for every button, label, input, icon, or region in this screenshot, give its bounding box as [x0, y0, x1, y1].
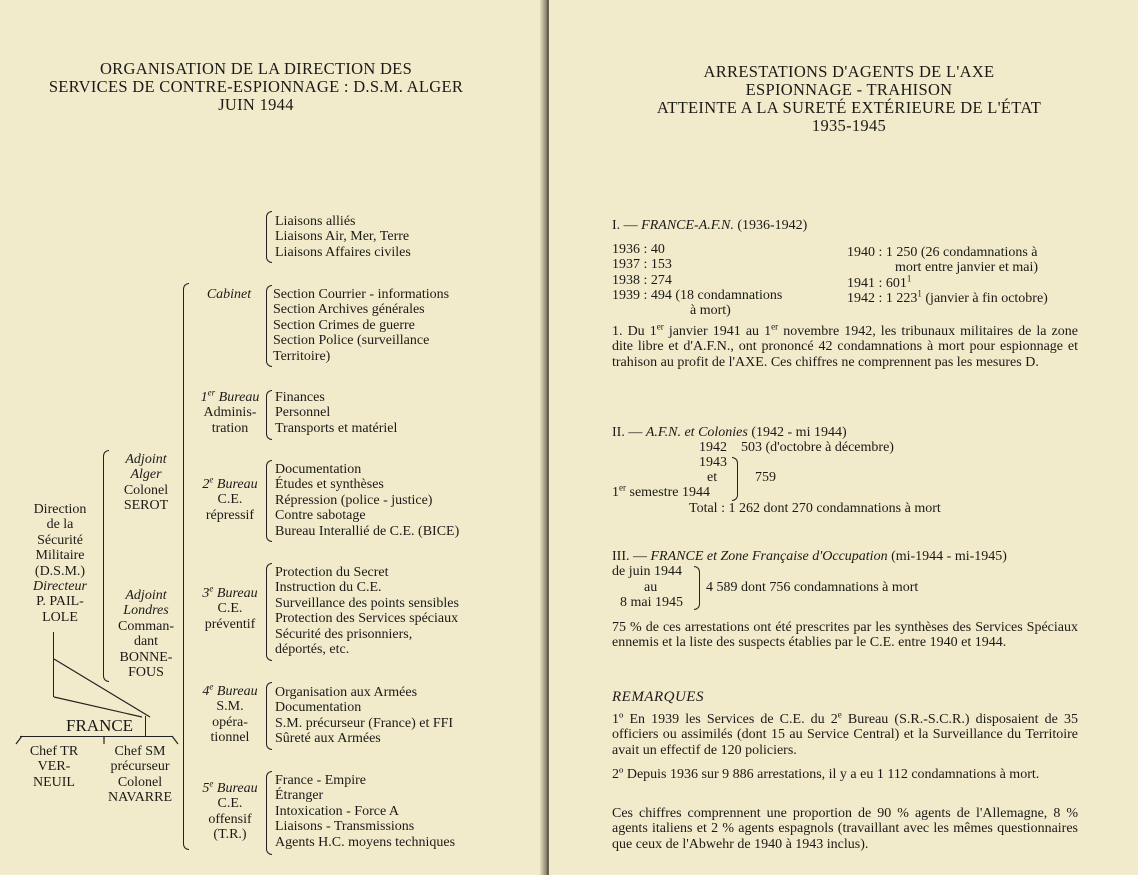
- adjoint-alger-line: Colonel: [123, 482, 169, 498]
- bureau5-brace: [266, 771, 272, 855]
- section2-years: (1942 - mi 1944): [751, 425, 847, 440]
- dsm-line: de la: [46, 517, 74, 533]
- footnote-mark: 1: [906, 272, 912, 283]
- bureau4-item: Documentation: [275, 700, 362, 716]
- footnote-sup: er: [771, 321, 779, 332]
- section1-heading: [612, 218, 807, 233]
- bureau3-label-line: préventif: [204, 616, 256, 632]
- bureau5-item: Intoxication - Force A: [275, 803, 400, 819]
- bureau3-item: Surveillance des points sensibles: [275, 595, 459, 611]
- bureau4-label: [190, 681, 270, 746]
- bureau5-label-line: C.E.: [217, 796, 243, 812]
- section3-title: FRANCE et Zone Française d'Occupation: [650, 549, 888, 564]
- cabinet-item: Section Courrier - informations: [273, 287, 450, 302]
- remark-1-sup: e: [837, 709, 842, 720]
- bureau2-item: Répression (police - justice): [275, 492, 433, 508]
- section2-title: A.F.N. et Colonies: [645, 425, 748, 440]
- section2-semestre-text: semestre 1944: [626, 485, 710, 500]
- section1-year-row: 1940 : 1 250 (26 condamnations à: [847, 245, 1038, 260]
- chef-sm-line: Colonel: [117, 774, 163, 790]
- left-title: [0, 60, 512, 114]
- cabinet-item: Section Crimes de guerre: [273, 317, 415, 333]
- adjoint-alger-line: SEROT: [123, 498, 169, 514]
- bureau1-label-line: tration: [211, 420, 249, 436]
- section1-year-row-cont: mort entre janvier et mai): [895, 260, 1039, 276]
- bureau3-item: Sécurité des prisonniers,: [275, 626, 413, 642]
- bureau5-item: Liaisons - Transmissions: [275, 819, 415, 835]
- adjoint-londres-line: BONNE-: [119, 649, 173, 665]
- bureau1-brace: [266, 390, 272, 440]
- adjoint-londres-line: Londres: [123, 603, 169, 619]
- bureau3-item: Instruction du C.E.: [275, 580, 382, 596]
- section2-semestre-num: 1: [612, 485, 619, 500]
- footnote-mark: 1: [917, 288, 922, 299]
- bureau4-label-line: opéra-: [212, 714, 248, 730]
- section1-year-row: 1939 : 494 (18 condamnations: [612, 287, 783, 303]
- bureau4-item: Sûreté aux Armées: [275, 731, 381, 747]
- section1-footnote: [612, 321, 1078, 370]
- bureau5-number: 5: [202, 781, 210, 796]
- directeur-name: LOLE: [42, 609, 78, 625]
- chef-sm: [92, 744, 188, 806]
- dsm-line: Militaire: [35, 548, 85, 564]
- bureau3-items: [275, 565, 459, 657]
- section2-year: 1942: [699, 440, 727, 455]
- bureau4-label-line: Bureau: [216, 684, 258, 699]
- bureau4-brace: [266, 682, 272, 750]
- bureau5-item: Agents H.C. moyens techniques: [275, 834, 456, 850]
- section3-years: (mi-1944 - mi-1945): [891, 549, 1007, 564]
- chef-sm-line: précurseur: [110, 759, 170, 775]
- bureau5-label-line: offensif: [208, 811, 252, 827]
- right-title: [589, 63, 1109, 135]
- section1-year-1942-note: (janvier à fin octobre): [921, 290, 1048, 306]
- footnote-text: janvier 1941 au 1: [663, 324, 772, 339]
- right-page: [549, 0, 1138, 875]
- directeur-name: P. PAIL-: [36, 594, 84, 610]
- dsm-line: (D.S.M.): [34, 563, 86, 579]
- section1-prefix: I. —: [612, 218, 638, 233]
- bureau1-item: Finances: [275, 390, 325, 405]
- section1-years: (1936-1942): [737, 218, 808, 233]
- chef-tr-line: Chef TR: [29, 744, 79, 759]
- adjoint-alger: [108, 452, 184, 514]
- bureau4-label-line: tionnel: [210, 730, 250, 746]
- bureau1-number: 1: [200, 390, 208, 405]
- cabinet-label: Cabinet: [206, 287, 252, 302]
- bureau4-label-line: S.M.: [216, 699, 244, 715]
- bureau2-label-line: Bureau: [216, 477, 258, 492]
- bureau1-label-line: Adminis-: [203, 405, 257, 421]
- footnote-text: novembre 1942, les tribunaux militaires de la zone dite libre et d'A.F.N., ont prononcé 42 condamnations à mort pour espionnage et trahison au profit de l'AXE. Ces chiffres ne comprennent pas les mesures D.: [612, 324, 1078, 370]
- left-title-line: JUIN 1944: [218, 95, 294, 114]
- section3-value: 4 589 dont 756 condamnations à mort: [706, 580, 919, 595]
- adjoint-londres-line: FOUS: [128, 665, 164, 681]
- section1-year-1941: 1941 : 601: [847, 275, 907, 291]
- bureau2-sup: e: [209, 474, 214, 485]
- section2-prefix: II. —: [612, 425, 643, 440]
- adjoint-londres-line: Comman-: [118, 618, 174, 634]
- section2-1942: [699, 440, 894, 455]
- chef-tr-line: NEUIL: [33, 774, 75, 790]
- cabinet-brace: [266, 285, 272, 367]
- section3-paragraph: 75 % de ces arrestations ont été prescrites par les synthèses des Services Spéciaux ennemis et la liste des suspects établies par le C.E. entre 1940 et 1944.: [612, 620, 1078, 651]
- section1-year-row-cont: à mort): [690, 303, 731, 319]
- bureau1-label-line: Bureau: [218, 390, 260, 405]
- right-title-line: 1935-1945: [811, 116, 887, 135]
- chef-tr-line: VER-: [37, 759, 71, 775]
- top-items: [275, 214, 411, 260]
- remark-1: [612, 709, 1078, 758]
- bureau3-item: déportés, etc.: [275, 642, 350, 658]
- remarques-title: REMARQUES: [612, 689, 704, 705]
- section2-value: 503 (d'octobre à décembre): [741, 440, 894, 455]
- section1-year-row: 1937 : 153: [612, 257, 672, 273]
- bureau3-label: [190, 583, 270, 632]
- dsm-line: Sécurité: [37, 532, 83, 548]
- bureau1-label: [190, 387, 270, 436]
- footnote-sup: er: [656, 321, 664, 332]
- remark-1-text: Bureau (S.R.-S.C.R.) disposaient de 35 officiers ou assimilés (dont 15 au Service Central) et la Surveillance du Territoire avait un effectif de 120 policiers.: [612, 712, 1078, 758]
- bureau5-item: France - Empire: [275, 773, 366, 788]
- cabinet-item: Territoire): [273, 348, 331, 364]
- directeur-label: Directeur: [33, 579, 87, 595]
- section3-prefix: III. —: [612, 549, 647, 564]
- cabinet-item: Section Archives générales: [273, 302, 425, 318]
- bureau2-label: [190, 474, 270, 523]
- bureau2-items: [275, 462, 459, 539]
- left-title-line: ORGANISATION DE LA DIRECTION DES: [99, 59, 413, 78]
- chef-sm-line: NAVARRE: [107, 790, 173, 806]
- right-title-line: ATTEINTE A LA SURETÉ EXTÉRIEURE DE L'ÉTAT: [656, 98, 1042, 117]
- bureau2-item: Bureau Interallié de C.E. (BICE): [275, 523, 460, 539]
- cabinet-items: [273, 287, 449, 364]
- section1-title: FRANCE-A.F.N.: [641, 218, 734, 233]
- section2-heading: [612, 425, 847, 440]
- adjoint-londres: [108, 588, 184, 680]
- right-title-line: ESPIONNAGE - TRAHISON: [745, 80, 953, 99]
- left-title-line: SERVICES DE CONTRE-ESPIONNAGE : D.S.M. ALGER: [48, 77, 464, 96]
- bureau3-number: 3: [202, 586, 210, 601]
- bureau2-label-line: C.E.: [217, 492, 243, 508]
- section2-brace: [732, 457, 738, 501]
- section1-right-col: [847, 245, 1048, 306]
- left-page: [0, 0, 545, 875]
- adjoint-alger-line: Alger: [130, 467, 162, 483]
- remark-3: Ces chiffres comprennent une proportion de 90 % agents de l'Allemagne, 8 % agents italiens et 2 % agents espagnols (travaillant avec les mêmes questionnaires que ceux de l'Abwehr de 1940 à 1943 inclus).: [612, 806, 1078, 852]
- section3-from: de juin 1944: [612, 564, 682, 579]
- bureau3-label-line: Bureau: [216, 586, 258, 601]
- bureau2-number: 2: [202, 477, 210, 492]
- bureau5-items: [275, 773, 455, 850]
- bureau4-item: Organisation aux Armées: [275, 685, 418, 700]
- bureau2-item: Études et synthèses: [275, 477, 384, 493]
- bureau3-item: Protection des Services spéciaux: [275, 611, 459, 627]
- section2-total: Total : 1 262 dont 270 condamnations à mort: [689, 501, 941, 516]
- remark-1-text: 1º En 1939 les Services de C.E. du 2: [612, 712, 838, 727]
- france-label: FRANCE: [66, 716, 134, 735]
- top-brace: [266, 211, 272, 263]
- top-item: Liaisons Affaires civiles: [275, 244, 411, 260]
- bureau2-label-line: répressif: [205, 507, 255, 523]
- right-title-line: ARRESTATIONS D'AGENTS DE L'AXE: [703, 62, 995, 81]
- bureau2-item: Contre sabotage: [275, 508, 366, 524]
- bureau5-label: [190, 778, 270, 843]
- section2-1943: 1943: [699, 455, 727, 470]
- section3-au: au: [644, 580, 658, 595]
- footnote-text: 1. Du 1: [612, 324, 657, 339]
- chef-tr: [14, 744, 94, 790]
- bureau4-sup: e: [209, 681, 214, 692]
- bureau4-item: S.M. précurseur (France) et FFI: [275, 715, 454, 731]
- bureau1-sup: er: [207, 387, 216, 398]
- adjoint-londres-line: dant: [133, 634, 159, 650]
- bureau1-items: [275, 390, 397, 436]
- bureau1-item: Transports et matériel: [275, 420, 398, 436]
- section1-year-1942: 1942 : 1 223: [847, 290, 918, 306]
- chef-sm-line: Chef SM: [114, 744, 166, 759]
- bureau3-sup: e: [209, 583, 214, 594]
- section2-semestre-sup: er: [619, 482, 626, 493]
- dsm-block: [14, 502, 106, 625]
- sections-brace: [183, 283, 189, 850]
- section1-left-col: [612, 242, 782, 318]
- bureau4-items: [275, 685, 453, 747]
- dsm-line: Direction: [33, 502, 87, 517]
- bureau3-brace: [266, 563, 272, 661]
- bureau2-brace: [266, 460, 272, 542]
- section3-brace: [694, 566, 700, 610]
- bureau5-sup: e: [209, 778, 214, 789]
- bureau1-item: Personnel: [275, 405, 331, 421]
- section2-value: 759: [755, 470, 776, 485]
- remark-2: 2º Depuis 1936 sur 9 886 arrestations, il y a eu 1 112 condamnations à mort.: [612, 767, 1040, 782]
- adjoint-londres-line: Adjoint: [125, 588, 167, 603]
- adjoint-alger-line: Adjoint: [125, 452, 167, 467]
- bureau2-item: Documentation: [275, 462, 362, 477]
- bureau5-label-line: Bureau: [216, 781, 258, 796]
- bureau5-item: Étranger: [275, 788, 324, 804]
- section1-year-row: 1938 : 274: [612, 272, 672, 288]
- section2-et: et: [707, 470, 718, 485]
- section3-to: 8 mai 1945: [620, 595, 683, 610]
- bureau5-label-line: (T.R.): [213, 827, 247, 843]
- top-item: Liaisons Air, Mer, Terre: [275, 229, 410, 245]
- section1-year-row: 1936 : 40: [612, 242, 665, 257]
- cabinet-item: Section Police (surveillance: [273, 333, 430, 349]
- top-item: Liaisons alliés: [275, 214, 356, 229]
- bureau3-item: Protection du Secret: [275, 565, 389, 580]
- bureau4-number: 4: [202, 684, 210, 699]
- bureau3-label-line: C.E.: [217, 601, 243, 617]
- section2-semestre: [612, 482, 710, 500]
- section3-heading: [612, 549, 1007, 564]
